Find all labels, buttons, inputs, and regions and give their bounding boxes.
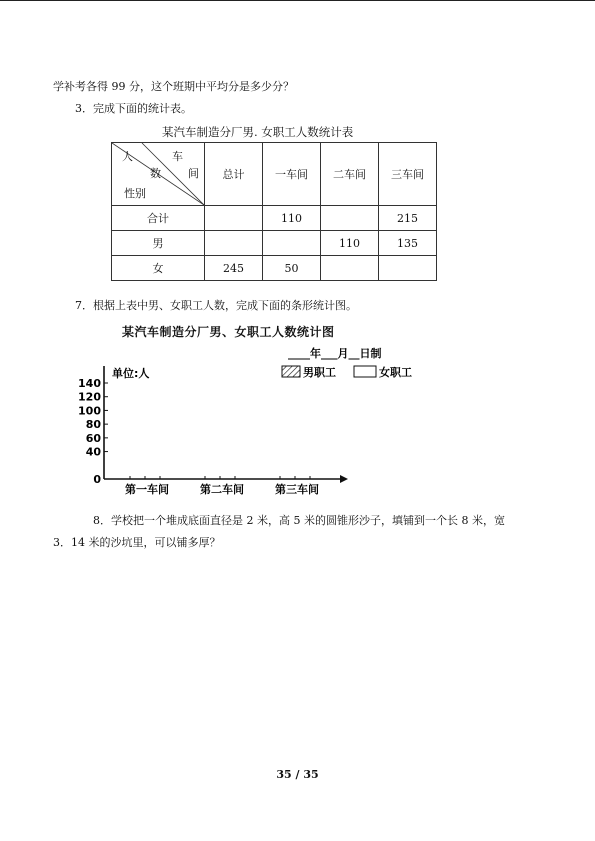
diag-label-ren: 人 bbox=[122, 150, 133, 163]
table-cell: 110 bbox=[263, 206, 321, 231]
legend-swatch-male bbox=[282, 366, 300, 377]
header-workshop-1: 一车间 bbox=[263, 143, 321, 206]
y-axis-unit-label: 单位:人 bbox=[112, 367, 150, 380]
table-row-total bbox=[112, 206, 437, 231]
table-cell: 135 bbox=[379, 231, 437, 256]
y-tick-label: 40 bbox=[85, 445, 101, 459]
legend-swatch-female bbox=[354, 366, 376, 377]
row-label: 合计 bbox=[112, 206, 205, 231]
x-axis-arrow bbox=[340, 475, 348, 483]
header-total: 总计 bbox=[205, 143, 263, 206]
page-top-rule bbox=[0, 0, 595, 1]
table-cell bbox=[379, 256, 437, 281]
x-category-label: 第三车间 bbox=[275, 483, 319, 496]
y-tick-label: 60 bbox=[85, 431, 101, 445]
table-row-female bbox=[112, 256, 437, 281]
bar-chart bbox=[70, 322, 450, 502]
question-3: 3．完成下面的统计表。 bbox=[75, 102, 192, 115]
diag-label-che: 车 bbox=[172, 150, 183, 163]
table-cell: 50 bbox=[263, 256, 321, 281]
question-7: 7．根据上表中男、女职工人数，完成下面的条形统计图。 bbox=[75, 299, 357, 312]
stat-table bbox=[111, 142, 437, 281]
table-cell: 110 bbox=[321, 231, 379, 256]
y-tick-label: 80 bbox=[85, 418, 101, 432]
table-cell bbox=[321, 256, 379, 281]
diagonal-header-cell bbox=[112, 143, 205, 206]
y-tick-label: 140 bbox=[78, 377, 101, 390]
diag-label-shu: 数 bbox=[150, 167, 161, 180]
table-cell bbox=[321, 206, 379, 231]
question-8-line1: 8．学校把一个堆成底面直径是 2 米，高 5 米的圆锥形沙子，填铺到一个长 8 米，宽 bbox=[93, 514, 505, 527]
table-row-male bbox=[112, 231, 437, 256]
header-workshop-2: 二车间 bbox=[321, 143, 379, 206]
table-cell bbox=[205, 231, 263, 256]
page-number: 35 / 35 bbox=[276, 768, 319, 781]
legend-label-female: 女职工 bbox=[379, 366, 412, 379]
row-label: 男 bbox=[112, 231, 205, 256]
table-title: 某汽车制造分厂男. 女职工人数统计表 bbox=[162, 125, 354, 139]
diag-label-jian: 间 bbox=[188, 167, 199, 180]
y-tick-label: 120 bbox=[78, 390, 101, 404]
chart-title: 某汽车制造分厂男、女职工人数统计图 bbox=[122, 325, 335, 339]
x-category-label: 第一车间 bbox=[125, 483, 169, 496]
y-tick-label: 0 bbox=[93, 473, 101, 486]
table-cell bbox=[263, 231, 321, 256]
question-8-line2: 3．14 米的沙坑里，可以铺多厚？ bbox=[53, 536, 221, 549]
y-tick-label: 100 bbox=[78, 404, 101, 418]
x-category-label: 第二车间 bbox=[200, 483, 244, 496]
header-workshop-3: 三车间 bbox=[379, 143, 437, 206]
chart-date-line: ____年___月__日制 bbox=[288, 347, 382, 360]
table-cell: 245 bbox=[205, 256, 263, 281]
table-header-row bbox=[112, 143, 437, 206]
diag-label-xingbie: 性别 bbox=[124, 187, 146, 200]
table-cell bbox=[205, 206, 263, 231]
row-label: 女 bbox=[112, 256, 205, 281]
table-cell: 215 bbox=[379, 206, 437, 231]
legend-label-male: 男职工 bbox=[303, 366, 336, 379]
text-line-top: 学补考各得 99 分，这个班期中平均分是多少分？ bbox=[53, 80, 294, 93]
